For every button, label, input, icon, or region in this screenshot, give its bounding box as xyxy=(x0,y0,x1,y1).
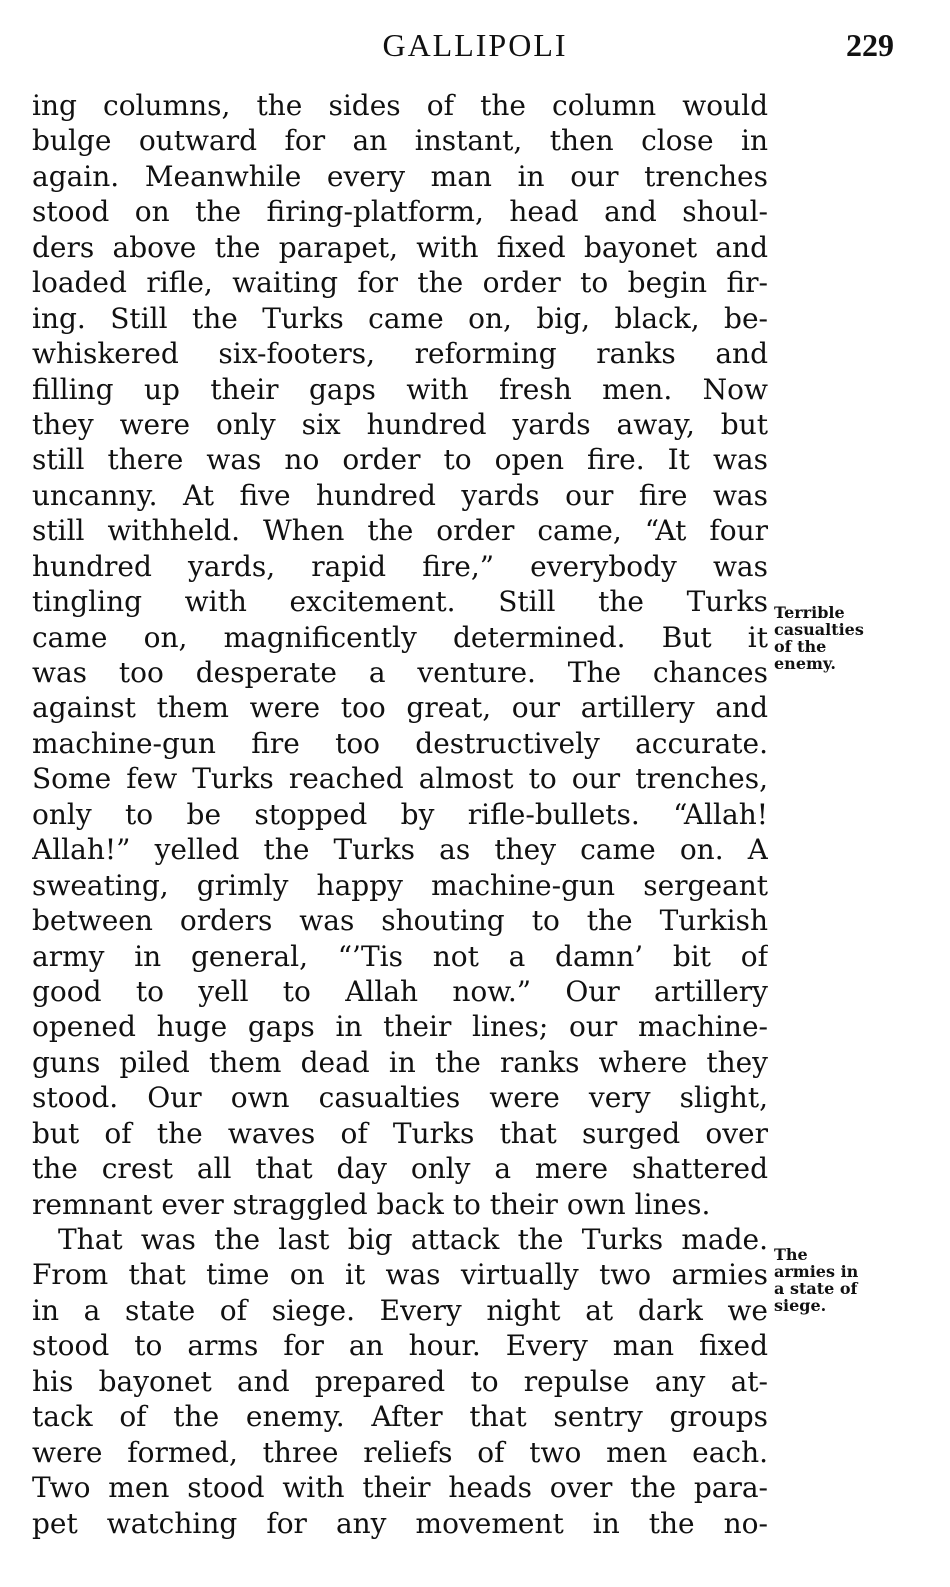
text-line: came on, magnificently determined. But it xyxy=(32,620,768,654)
text-line: Some few Turks reached almost to our trenches, xyxy=(32,762,768,796)
margin-note-line: casualties xyxy=(774,620,864,639)
text-line: they were only six hundred yards away, but xyxy=(32,407,768,441)
text-line: Two men stood with their heads over the para- xyxy=(32,1471,768,1505)
text-line: guns piled them dead in the ranks where they xyxy=(32,1045,768,1079)
text-line: again. Meanwhile every man in our trenches xyxy=(32,159,768,193)
text-line: still there was no order to open fire. It was xyxy=(32,443,768,477)
text-line: against them were too great, our artillery and xyxy=(32,691,768,725)
text-line: hundred yards, rapid fire,” everybody was xyxy=(32,549,768,583)
margin-note-casualties xyxy=(774,604,894,672)
text-line: tack of the enemy. After that sentry groups xyxy=(32,1400,768,1434)
margin-note-line: enemy. xyxy=(774,654,836,673)
text-line: between orders was shouting to the Turkish xyxy=(32,904,768,938)
text-line: stood to arms for an hour. Every man fixed xyxy=(32,1329,768,1363)
text-line: was too desperate a venture. The chances xyxy=(32,656,768,689)
text-line: good to yell to Allah now.” Our artillery xyxy=(32,974,768,1008)
text-line: whiskered six-footers, reforming ranks and xyxy=(32,337,768,371)
text-line: pet watching for any movement in the no- xyxy=(32,1506,768,1540)
running-header-title: GALLIPOLI xyxy=(382,27,568,63)
margin-note-line: a state of xyxy=(774,1279,858,1298)
margin-note-line: siege. xyxy=(774,1296,827,1315)
text-line: machine-gun fire too destructively accurate. xyxy=(32,726,768,760)
text-line: in a state of siege. Every night at dark we xyxy=(32,1293,768,1327)
text-line: loaded rifle, waiting for the order to begin fir- xyxy=(32,266,768,300)
text-line: only to be stopped by rifle-bullets. “Allah! xyxy=(32,797,768,831)
text-line: remnant ever straggled back to their own lines. xyxy=(32,1187,711,1221)
text-line: bulge outward for an instant, then close in xyxy=(32,124,768,158)
text-line: Allah!” yelled the Turks as they came on. A xyxy=(32,833,768,867)
text-line: ing. Still the Turks came on, big, black, be- xyxy=(32,301,768,335)
text-line: opened huge gaps in their lines; our machine- xyxy=(32,1010,768,1044)
margin-note-line: The xyxy=(774,1245,808,1264)
margin-note-line: of the xyxy=(774,637,827,656)
text-line: uncanny. At five hundred yards our fire was xyxy=(32,478,768,512)
text-line: ing columns, the sides of the column would xyxy=(32,89,768,122)
text-line: That was the last big attack the Turks made. xyxy=(58,1223,768,1256)
page-number: 229 xyxy=(846,27,894,63)
margin-note-line: Terrible xyxy=(774,603,845,622)
text-line: but of the waves of Turks that surged over xyxy=(32,1116,768,1150)
text-line: filling up their gaps with fresh men. Now xyxy=(32,372,768,406)
text-line: stood on the firing-platform, head and shoul- xyxy=(32,195,768,229)
body-text xyxy=(32,88,768,1541)
text-line: sweating, grimly happy machine-gun sergeant xyxy=(32,868,768,902)
text-line: tingling with excitement. Still the Turks xyxy=(32,585,768,619)
text-line: his bayonet and prepared to repulse any at- xyxy=(32,1364,768,1398)
margin-note-siege xyxy=(774,1246,894,1314)
text-line: the crest all that day only a mere shattered xyxy=(32,1152,768,1186)
text-line: ders above the parapet, with fixed bayonet and xyxy=(32,230,768,264)
text-line: army in general, “’Tis not a damn’ bit of xyxy=(32,939,768,973)
text-line: stood. Our own casualties were very slight, xyxy=(32,1081,768,1115)
text-line: still withheld. When the order came, “At four xyxy=(32,514,768,548)
text-line: were formed, three reliefs of two men each. xyxy=(32,1435,768,1469)
text-line: From that time on it was virtually two armies xyxy=(32,1258,768,1292)
margin-note-line: armies in xyxy=(774,1262,859,1281)
